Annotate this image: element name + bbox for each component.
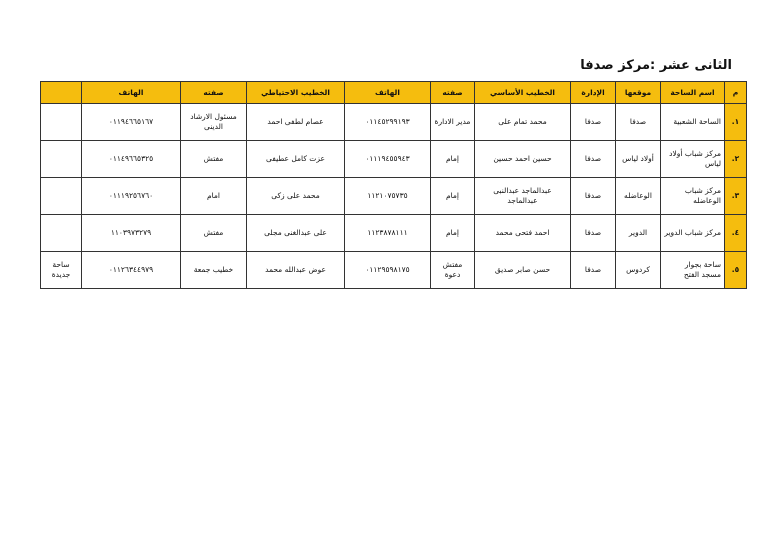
backup-role: مفتش <box>181 215 247 252</box>
main-phone: ١١٢٣٨٧٨١١١ <box>345 215 431 252</box>
administration: صدفا <box>571 104 616 141</box>
backup-phone: ٠١١٢٦٣٤٤٩٧٩ <box>82 252 181 289</box>
col-header-main-preacher: الخطيب الأساسي <box>475 82 571 104</box>
note: ساحة جديدة <box>41 252 82 289</box>
col-header-index: م <box>725 82 747 104</box>
row-index: ٣. <box>725 178 747 215</box>
administration: صدفا <box>571 141 616 178</box>
backup-role: خطيب جمعة <box>181 252 247 289</box>
table-row <box>41 178 747 215</box>
main-preacher: احمد فتحى محمد <box>475 215 571 252</box>
col-header-backup-preacher: الخطيب الاحتياطي <box>247 82 345 104</box>
row-index: ١. <box>725 104 747 141</box>
administration: صدفا <box>571 252 616 289</box>
main-role: مفتش دعوة <box>431 252 475 289</box>
backup-phone: ٠١١١٩٢٥٦٧٦٠ <box>82 178 181 215</box>
administration: صدفا <box>571 178 616 215</box>
note <box>41 141 82 178</box>
col-header-main-role: صفته <box>431 82 475 104</box>
backup-phone: ٠١١٩٤٦٦٥١٦٧ <box>82 104 181 141</box>
col-header-admin: الإدارة <box>571 82 616 104</box>
backup-phone: ١١٠٣٩٧٣٢٧٩ <box>82 215 181 252</box>
main-preacher: حسين احمد حسين <box>475 141 571 178</box>
col-header-backup-role: صفته <box>181 82 247 104</box>
note <box>41 178 82 215</box>
location: الوعاضله <box>616 178 661 215</box>
administration: صدفا <box>571 215 616 252</box>
location: كردوس <box>616 252 661 289</box>
row-index: ٢. <box>725 141 747 178</box>
backup-phone: ٠١١٤٩٦٦٥٣٢٥ <box>82 141 181 178</box>
table-row <box>41 104 747 141</box>
square-name: مركز شباب أولاد لياس <box>661 141 725 178</box>
backup-preacher: عوض عبدالله محمد <box>247 252 345 289</box>
col-header-square: اسم الساحة <box>661 82 725 104</box>
location: الدوير <box>616 215 661 252</box>
square-name: ساحة بجوار مسجد الفتح <box>661 252 725 289</box>
table-header-row <box>41 82 747 104</box>
row-index: ٥. <box>725 252 747 289</box>
table-row <box>41 215 747 252</box>
square-name: مركز شباب الوعاضله <box>661 178 725 215</box>
note <box>41 215 82 252</box>
main-phone: ٠١١٤٥٢٩٩١٩٣ <box>345 104 431 141</box>
table-row <box>41 252 747 289</box>
main-role: إمام <box>431 141 475 178</box>
location: أولاد لياس <box>616 141 661 178</box>
preachers-table <box>40 81 747 289</box>
main-phone: ٠١١١٩٤٥٥٩٤٣ <box>345 141 431 178</box>
col-header-note <box>41 82 82 104</box>
main-preacher: عبدالماجد عبدالنبى عبدالماجد <box>475 178 571 215</box>
backup-role: مسئول الارشاد الدينى <box>181 104 247 141</box>
table-row <box>41 141 747 178</box>
square-name: مركز شباب الدوير <box>661 215 725 252</box>
main-phone: ١١٢١٠٧٥٧٣٥ <box>345 178 431 215</box>
main-phone: ٠١١٢٩٥٩٨١٧٥ <box>345 252 431 289</box>
main-role: إمام <box>431 178 475 215</box>
main-role: إمام <box>431 215 475 252</box>
col-header-backup-phone: الهاتف <box>82 82 181 104</box>
backup-role: امام <box>181 178 247 215</box>
backup-preacher: محمد على زكى <box>247 178 345 215</box>
row-index: ٤. <box>725 215 747 252</box>
col-header-main-phone: الهاتف <box>345 82 431 104</box>
backup-preacher: على عبدالغنى مجلى <box>247 215 345 252</box>
backup-preacher: عزت كامل عطيفى <box>247 141 345 178</box>
page-heading: الثانى عشر :مركز صدفا <box>580 58 732 73</box>
main-preacher: حسن صابر صديق <box>475 252 571 289</box>
col-header-location: موقعها <box>616 82 661 104</box>
square-name: الساحة الشعبية <box>661 104 725 141</box>
note <box>41 104 82 141</box>
main-role: مدير الادارة <box>431 104 475 141</box>
backup-role: مفتش <box>181 141 247 178</box>
backup-preacher: عصام لطفى احمد <box>247 104 345 141</box>
main-preacher: محمد تمام على <box>475 104 571 141</box>
location: صدفا <box>616 104 661 141</box>
